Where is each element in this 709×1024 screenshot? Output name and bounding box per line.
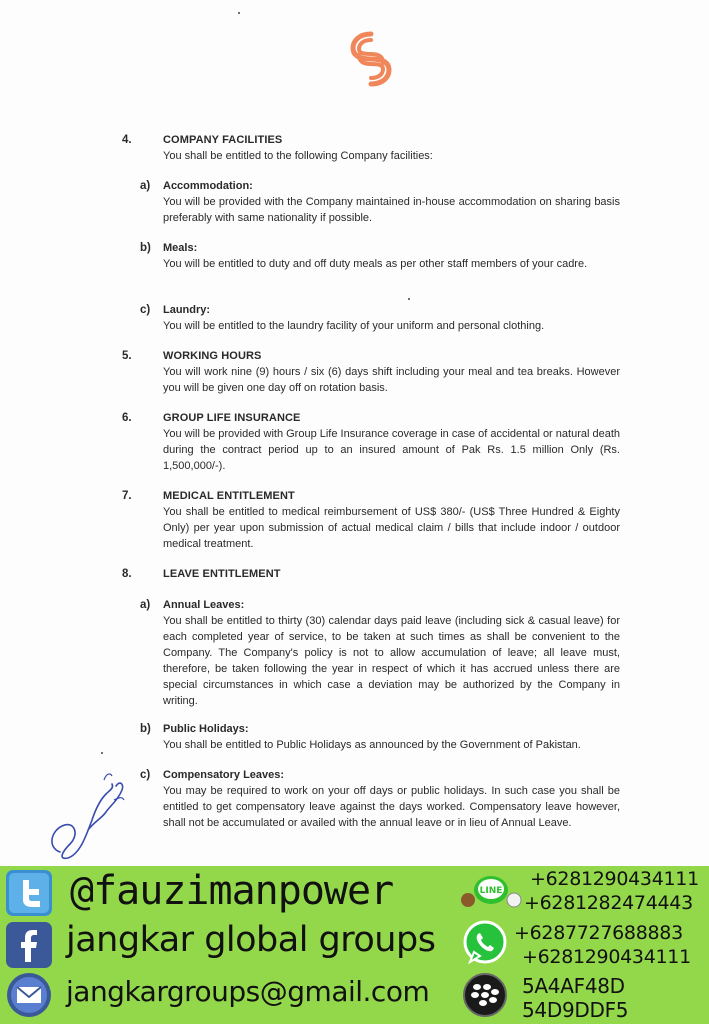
section-8c-title: Compensatory Leaves:	[163, 769, 285, 781]
section-5-title: WORKING HOURS	[163, 350, 262, 362]
section-6-text: You will be provided with Group Life Insurance coverage in case of accidental or natural death during the contract period up to an insured amount of Pak Rs. 1.5 million Only (Rs. 1,500,000/-).	[163, 428, 620, 472]
bbm-pin-1[interactable]: 5A4AF48D	[522, 974, 625, 998]
section-4a-letter: a)	[140, 180, 151, 192]
section-6-number: 6.	[122, 412, 132, 424]
line-phone-1[interactable]: +6281290434111	[530, 868, 699, 890]
section-8a-text: You shall be entitled to thirty (30) calendar days paid leave (including sick & casual leave) for each completed year of service, to be taken at such times as shall be convenient to the Company. The Company's policy is not to allow accumulation of leave; all leave must, therefore, be taken following the year in respect of which it has accrued unless there are special circumstances in which case a deviation may be authorized by the Company in writing.	[163, 615, 620, 707]
section-8c-text: You may be required to work on your off days or public holidays. In such case you shall be entitled to get compensatory leave against the days worked. Compensatory leave however, shall not be accumulated or availed with the annual leave or in lieu of Annual Leave.	[163, 785, 620, 829]
line-icon-label: LINE	[479, 886, 503, 896]
section-8a-title: Annual Leaves:	[163, 599, 245, 611]
section-8b-title: Public Holidays:	[163, 723, 249, 735]
section-8b-letter: b)	[140, 723, 151, 735]
section-4c-title: Laundry:	[163, 304, 211, 316]
section-5-text: You will work nine (9) hours / six (6) days shift including your meal and tea breaks. However you will be given one day off on rotation basis.	[163, 366, 620, 394]
section-8b-text: You shall be entitled to Public Holidays as announced by the Government of Pakistan.	[163, 739, 581, 751]
section-4-number: 4.	[122, 134, 132, 146]
blackberry-icon[interactable]	[462, 972, 508, 1018]
email-icon[interactable]	[6, 972, 52, 1018]
email-address[interactable]: jangkargroups@gmail.com	[66, 975, 430, 1008]
section-8-title: LEAVE ENTITLEMENT	[163, 568, 281, 580]
speck	[238, 12, 240, 14]
section-7-text: You shall be entitled to medical reimbursement of US$ 380/- (US$ Three Hundred & Eighty Only) per year upon submission of actual medical claim / bills that include indoor / outdoor medical treatment.	[163, 506, 620, 550]
section-8a-letter: a)	[140, 599, 151, 611]
section-4-title: COMPANY FACILITIES	[163, 134, 283, 146]
company-logo-icon	[348, 30, 394, 88]
section-8-number: 8.	[122, 568, 132, 580]
section-4b-letter: b)	[140, 242, 151, 254]
section-4c-text: You will be entitled to the laundry facility of your uniform and personal clothing.	[163, 320, 545, 332]
speck	[408, 298, 410, 300]
section-4-intro: You shall be entitled to the following Company facilities:	[163, 150, 433, 162]
twitter-handle[interactable]: @fauzimanpower	[70, 868, 394, 914]
company-name: jangkar global groups	[66, 920, 436, 960]
twitter-icon[interactable]	[6, 870, 52, 916]
speck	[101, 752, 103, 754]
section-6-title: GROUP LIFE INSURANCE	[163, 412, 301, 424]
section-7-title: MEDICAL ENTITLEMENT	[163, 490, 295, 502]
section-5-number: 5.	[122, 350, 132, 362]
bbm-pin-2[interactable]: 54D9DDF5	[522, 998, 629, 1022]
section-4a-title: Accommodation:	[163, 180, 253, 192]
whatsapp-phone-2[interactable]: +6281290434111	[522, 946, 691, 968]
section-4a-text: You will be provided with the Company maintained in-house accommodation on sharing basis preferably with same nationality if possible.	[163, 196, 620, 224]
section-7-number: 7.	[122, 490, 132, 502]
whatsapp-phone-1[interactable]: +6287727688883	[514, 922, 683, 944]
section-4b-text: You will be entitled to duty and off duty meals as per other staff members of your cadre.	[163, 258, 588, 270]
signature-icon	[40, 760, 130, 870]
facebook-icon[interactable]	[6, 922, 52, 968]
whatsapp-icon[interactable]	[462, 920, 508, 966]
section-4c-letter: c)	[140, 304, 151, 316]
section-8c-letter: c)	[140, 769, 151, 781]
line-app-icon[interactable]	[460, 870, 522, 914]
line-phone-2[interactable]: +6281282474443	[524, 892, 693, 914]
section-4b-title: Meals:	[163, 242, 198, 254]
